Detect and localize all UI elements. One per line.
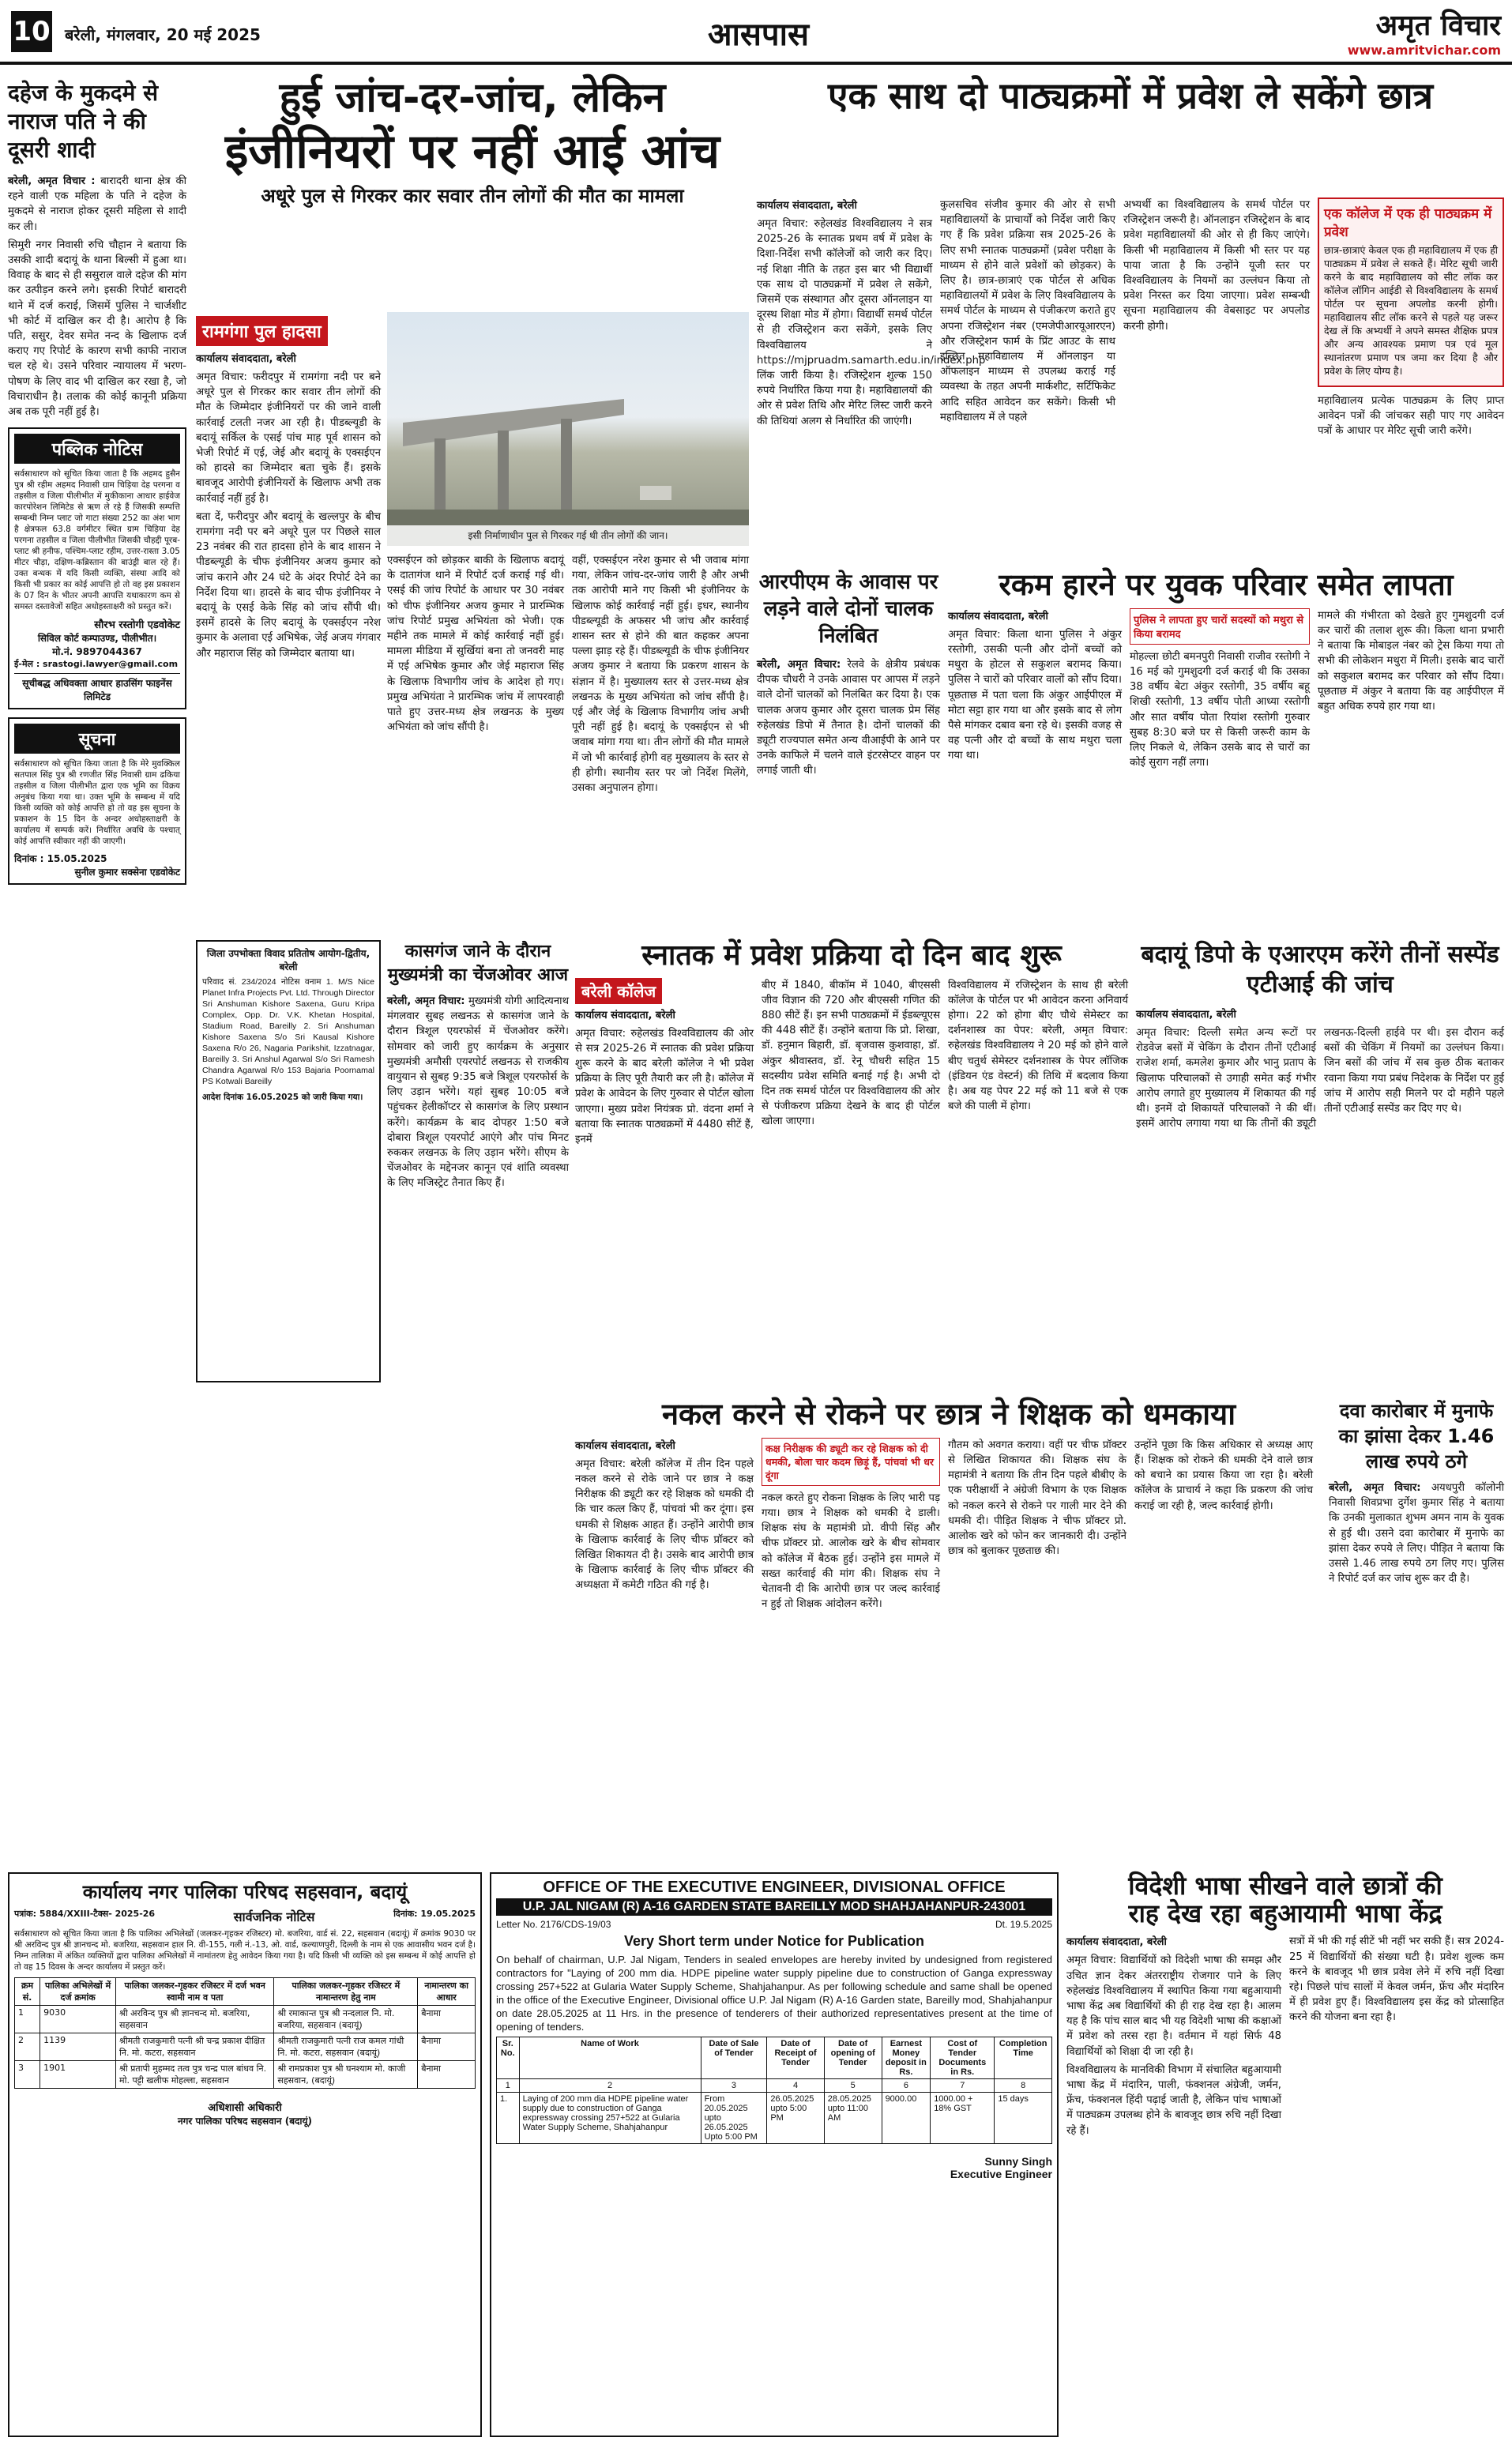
kasganj-body: मुख्यमंत्री योगी आदित्यनाथ मंगलवार सुबह लखनऊ से कासगंज जाने के दौरान त्रिशूल एयरफोर्स में चेंजओवर करेंगे। सोमवार को जारी हुए कार्यक्रम के अनुसार मुख्यमंत्री अमौसी एयरपोर्ट लखनऊ से राजकीय वायुयान से सुबह 9:35 बजे त्रिशूल एयरफोर्स के लिए उड़ान भरेंगे। यहां सुबह 10:05 बजे पहुंचकर हेलीकॉप्टर से कासगंज के लिए प्रस्थान करेंगे। कार्यक्रम के बाद दोपहर 1:50 बजे दोबारा त्रिशूल एयरपोर्ट आएंगे और पांच मिनट रुककर लखनऊ के लिए उड़ान भरेंगे। सीएम के चेंजओवर के मद्देनजर कानून एवं शांति व्यवस्था के लिए मजिस्ट्रेट तैनात किए हैं।: [387, 995, 569, 1190]
table-cell: 2: [15, 2033, 40, 2061]
jal-title-1: OFFICE OF THE EXECUTIVE ENGINEER, DIVISIONAL OFFICE: [543, 1879, 1006, 1896]
public-notice-box: [8, 427, 186, 709]
missing-p1: अमृत विचार: किला थाना पुलिस ने अंकुर रस्तोगी, उसकी पत्नी और दोनों बच्चों को मथुरा के होटल से सकुशल बरामद किया। पुलिस ने चारों को परिवार वालों को सौंप दिया। पूछताछ में पता चला कि अंकुर आईपीएल में मोटा सट्टा हार गया था और इसके बाद से लोग पैसे मांगकर दबाव बना रहे थे। इसकी वजह से वह पत्नी और दो बच्चों के साथ मथुरा चला गया था।: [948, 628, 1122, 762]
paper-name: अमृत विचार: [1375, 9, 1501, 42]
dowry-p2: सिमुरी नगर निवासी रुचि चौहान ने बताया कि उसकी शादी बदायूं के थाना बिल्सी में हुआ था। विवाह के बाद से ही ससुराल वाले दहेज की मांग कर उत्पीड़न करने लगे। इसकी रिपोर्ट बारादरी थाने में दर्ज कराई, जिसमें पुलिस ने चार्जशीट भी कोर्ट में दाखिल कर दी है। आरोप है कि पति, ससुर, देवर समेत नन्द के खिलाफ दर्ज कराए गए रिपोर्ट के कारण सभी काफी नाराज चल रहे थे। उसने परिवार न्यायालय में भरण-पोषण के लिए वाद भी दाखिल कर रखा है, जो विचाराधीन है। तलाक की कोई कानूनी प्रक्रिया अब तक पूरी नहीं हुई है।: [8, 239, 186, 419]
palika-th: क्रम सं.: [15, 1978, 40, 2006]
missing-story: [948, 569, 1504, 932]
graduate-p2: बीए में 1840, बीकॉम में 1040, बीएससी जीव विज्ञान की 720 और बीएससी गणित की 880 सीटें हैं। इन सभी पाठ्यक्रमों में ईडब्ल्यूएस की 448 सीटें हैं। उन्होंने बताया कि प्रो. शिखा, डॉ. हनुमान बिहारी, डॉ. बृजवास कुशवाहा, डॉ. अंकुर श्रीवास्तव, डॉ. रेनू चौधरी सहित 15 सदस्यीय प्रवेश समिति बनाई गई है। अभी दो दिन तक समर्थ पोर्टल पर विश्वविद्यालय की ओर से पंजीकरण प्रक्रिया देखने के बाद ही पोर्टल खोला जाएगा।: [762, 979, 940, 1128]
jal-th: Name of Work: [519, 2037, 701, 2079]
masthead: [0, 0, 1512, 65]
table-cell: 9000.00: [882, 2093, 931, 2144]
lead-right-text: [387, 553, 749, 928]
lead-headline-1: हुई जांच-दर-जांच, लेकिन: [279, 74, 666, 122]
photo-caption: इसी निर्माणाधीन पुल से गिरकर गई थी तीन लोगों की जान।: [387, 525, 749, 546]
dowry-headline: दहेज के मुकदमे से नाराज पति ने की दूसरी शादी: [8, 80, 159, 163]
suchna-signature: सुनील कुमार सक्सेना एडवोकेट: [74, 867, 180, 878]
jal-num: 5: [824, 2079, 882, 2093]
jal-num: 8: [995, 2079, 1052, 2093]
table-cell: 9030: [40, 2006, 116, 2033]
lead-p2: बता दें, फरीदपुर और बदायूं के खल्लपुर के बीच रामगंगा नदी पर बने अधूरे पुल पर पिछले साल 23 नवंबर की रात हादसा होने के बाद शासन ने पीडब्ल्यूडी के चीफ इंजीनियर अजय कुमार को जांच कराने और 24 घंटे के अंदर रिपोर्ट देने का निर्देश दिया था। हादसे के बाद चीफ इंजीनियर ने बदायूं के एसई केके सिंह को जांच सौंपी थी। इसमें हादसे के लिए बदायूं के एक्सईएन नरेश कुमार के अलावा एई अभिषेक, जेई अजय गंगवार और महाराज सिंह को जिम्मेदार बताया था।: [196, 510, 381, 660]
admission-side-title: एक कॉलेज में एक ही पाठ्यक्रम में प्रवेश: [1324, 206, 1492, 240]
admission-col-3: [1123, 197, 1310, 561]
sti-body: अमृत विचार: दिल्ली समेत अन्य रूटों पर रोडवेज बसों में चेकिंग के दौरान तीनों एटीआई राजेश शर्मा, कमलेश कुमार और भानु प्रताप के खिलाफ परिचालकों से उगाही समेत कई गंभीर आरोप लगाते हुए मुख्यालय में शिकायत की गई थी। इनमें दो शिकायतें परिचालकों ने की थीं। इसमें आरोप लगाया गया था कि तीनों की ड्यूटी लखनऊ-दिल्ली हाईवे पर थी। इस दौरान कई बसों की चेकिंग में नियमों का उल्लंघन किया। जिन बसों की जांच में सब कुछ ठीक बताकर रवाना किया गया प्रबंध निदेशक के निर्देश पर हुई जांच में आरोप सही मिलने पर दो महीने पहले तीनों एटीआई सस्पेंड कर दिए गए थे।: [1136, 1027, 1504, 1130]
section-title: आसपास: [707, 17, 810, 53]
table-cell: 1.: [497, 2093, 520, 2144]
jal-num: 3: [701, 2079, 767, 2093]
graduate-p1: अमृत विचार: रुहेलखंड विश्वविद्यालय की ओर से सत्र 2025-26 में स्नातक की प्रवेश प्रक्रिया शुरू करने के बाद बरेली कॉलेज ने भी प्रवेश प्रक्रिया के लिए पूरी तैयारी कर ली है। कॉलेज में प्रवेश के आवेदन के लिए गुरुवार से पोर्टल खोला जाएगा। मुख्य प्रवेश नियंत्रक प्रो. वंदना शर्मा ने बताया कि स्नातक पाठ्यक्रमों में 4480 सीटें हैं, इनमें: [575, 1027, 754, 1146]
table-cell: बैनामा: [418, 2006, 476, 2033]
missing-p3: मामले की गंभीरता को देखते हुए गुमशुदगी दर्ज कर चारों की तलाश शुरू की। किला थाना प्रभारी ने बताया कि मोबाइल नंबर को ट्रेस किया गया तो सभी की लोकेशन मथुरा में मिली। इसके बाद चारों को सकुशल बरामद कर परिवार को सौंप दिया। पूछताछ में अंकुर ने बताया कि वह आईपीएल में बहुत अधिक रुपये हार गया था।: [1318, 609, 1504, 713]
cheating-p2: नकल करते हुए रोकना शिक्षक के लिए भारी पड़ गया। छात्र ने शिक्षक को धमकी दे डाली। शिक्षक संघ के महामंत्री प्रो. वीपी सिंह और चीफ प्रॉक्टर प्रो. आलोक खरे के बीच सोमवार को कॉलेज में बैठक हुई। उन्होंने इस मामले में सख्त कार्रवाई की मांग की। शिक्षक संघ ने चेतावनी दी कि आरोपी छात्र पर जल्द कार्रवाई न हुई तो शिक्षक आंदोलन करेंगे।: [762, 1491, 940, 1611]
medicine-byline: बरेली, अमृत विचार:: [1329, 1482, 1421, 1494]
graduate-headline: स्नातक में प्रवेश प्रक्रिया दो दिन बाद शुरू: [641, 939, 1062, 972]
lead-subheadline: अधूरे पुल से गिरकर कार सवार तीन लोगों की मौत का मामला: [261, 185, 684, 208]
admission-side-body: छात्र-छात्राएं केवल एक ही महाविद्यालय में एक ही पाठ्यक्रम में प्रवेश ले सकते हैं। मेरिट सूची जारी करने के बाद महाविद्यालय को सीट लॉक कर कॉलेज लॉगिन आईडी से विश्वविद्यालय के समर्थ पोर्टल पर सूचना अपलोड करनी होगी। महाविद्यालय सीट लॉक करने से पहले यह जरूर देख लें कि अभ्यर्थी ने अपने समस्त शैक्षिक प्रपत्र और अन्य आवश्यक प्रमाण पत्र एवं मूल स्थानांतरण प्रमाण पत्र जमा कर दिया है और प्रवेश के लिए योग्य है।: [1324, 244, 1498, 377]
lead-photo: [387, 312, 749, 546]
dowry-p1: बारादरी थाना क्षेत्र की रहने वाली एक महिला के पति ने दहेज के मुकदमे से नाराज होकर दूसरी महिला से शादी कर ली।: [8, 175, 186, 233]
left-column: [8, 79, 186, 1406]
suchna-box: [8, 717, 186, 885]
palika-th: पालिका जलकर-गृहकर रजिस्टर में नामान्तरण हेतु नाम: [274, 1978, 418, 2006]
table-cell: Laying of 200 mm dia HDPE pipeline water supply due to construction of Ganga expressway crossing 257+522 at Gularia Water Supply Scheme, Shahjahanpur: [519, 2093, 701, 2144]
suchna-body: सर्वसाधारण को सूचित किया जाता है कि मेरे मुवक्किल सतपाल सिंह पुत्र श्री रणजीत सिंह निवासी ग्राम ढकिया तहसील व जिला पीलीभीत द्वारा एक भूमि का विक्रय अनुबंध किया गया था। उक्त भूमि के सम्बन्ध में यदि किसी व्यक्ति को कोई आपत्ति हो तो वह इस सूचना के प्रकाशन के 15 दिन के अन्दर अधोहस्ताक्षरी के कार्यालय में सम्पर्क करें। निर्धारित अवधि के पश्चात् कोई आपत्ति स्वीकार नहीं की जाएगी।: [14, 759, 180, 847]
palika-date: दिनांक: 19.05.2025: [393, 1909, 476, 1919]
admission-p1: अमृत विचार: रुहेलखंड विश्वविद्यालय ने सत्र 2025-26 के स्नातक प्रथम वर्ष में प्रवेश के दिशा-निर्देश सभी कॉलेजों को जारी कर दिए। नई शिक्षा नीति के तहत इस बार भी विद्यार्थी एक साथ दो पाठ्यक्रमों में प्रवेश ले सकेंगे, जिसमें एक संस्थागत और दूसरा ऑनलाइन या दूरस्थ शिक्षा मोड में होगा। विद्यार्थी समर्थ पोर्टल से ही रजिस्ट्रेशन करा सकेंगे, इसके लिए विश्वविद्यालय ने https://mjpruadm.samarth.edu.in/index.php लिंक जारी किया है। रजिस्ट्रेशन शुल्क 150 रुपये निर्धारित किया गया है। महाविद्यालयों की ओर से प्रवेश तिथि और मेरिट लिस्ट जारी करने की तिथियां अलग से निर्धारित की जाएंगी।: [757, 218, 986, 427]
jal-num: 6: [882, 2079, 931, 2093]
lead-p4: वहीं, एक्सईएन नरेश कुमार से भी जवाब मांगा गया, लेकिन जांच-दर-जांच जारी है और अभी तक आरोपी माने गए किसी भी इंजीनियर के खिलाफ कोई कार्रवाई नहीं हुई। इधर, स्थानीय पीडब्ल्यूडी के अफसर भी जांच और कार्रवाई शासन स्तर से होने की बात कहकर अपना पल्ला झाड़ रहे हैं। पीडब्ल्यूडी के चीफ इंजीनियर अजय कुमार ने बताया कि प्रकरण शासन के संज्ञान में है। मुख्यालय स्तर से उत्तर-मध्य क्षेत्र लखनऊ के मुख्य अभियंता को जांच सौंपी है। एई और जेई के खिलाफ विभागीय जांच अभी पूरी नहीं हुई है। बदायूं के एक्सईएन से भी जवाब मांगा गया था। तीन लोगों की मौत मामले में जो भी कार्रवाई होगी वह मुख्यालय के स्तर से ही होगी। स्थानीय स्तर पर जो निर्देश मिलेंगे, उसका अनुपालन होगा।: [572, 555, 749, 795]
palika-subtitle: सार्वजनिक नोटिस: [233, 1909, 315, 1924]
medicine-body: अयधपुरी कॉलोनी निवासी शिवप्रभा दुर्गेश कुमार सिंह ने बताया कि उनकी मुलाकात शुभम अमन नाम के युवक से हुई थी। उसने दवा कारोबार में मुनाफे का झांसा देकर रुपये ले लिए। पीड़ित ने बताया कि उससे 1.46 लाख रुपये ठग लिए गए। पुलिस ने रिपोर्ट दर्ज कर जांच शुरू कर दी है।: [1329, 1482, 1505, 1585]
cheating-story: [575, 1398, 1322, 1864]
table-cell: श्री प्रतापी मुहम्मद तत्व पुत्र चन्द्र पाल बांधव नि. मो. पट्टी खलीफ मोहल्ला, सहसवान: [116, 2061, 274, 2089]
palika-notice: [8, 1872, 482, 2437]
rpf-headline: आरपीएम के आवास पर लड़ने वाले दोनों चालक निलंबित: [758, 570, 938, 648]
consumer-notice: [196, 940, 381, 1382]
consumer-notice-body: परिवाद सं. 234/2024 नोटिस वनाम 1. M/S Nice Planet Infra Projects Pvt. Ltd. Through Director Sri Anshuman Kishore Saxena, Guru Kripa Complex, Opp. Dr. V.K. Khetan Hospital, Stadium Road, Bareilly 2. Sri Anshuman Kishore Saxena S/o Sri Kausal Kishore Saxena R/o 26, Nagaria Parikshit, Izzatnagar, Bareilly 3. Sri Anshul Agarwal S/o Sri Ramesh Chandra Agarwal R/o 153 Bajaria Poornamal PS Kotwali Bareilly: [202, 977, 374, 1086]
sti-headline: बदायूं डिपो के एआरएम करेंगे तीनों सस्पेंड एटीआई की जांच: [1141, 941, 1499, 999]
table-cell: 1000.00 + 18% GST: [931, 2093, 995, 2144]
palika-th: पालिका जलकर-गृहकर रजिस्टर में दर्ज भवन स्वामी नाम व पता: [116, 1978, 274, 2006]
jal-nigam-tender: [490, 1872, 1059, 2437]
admission-side-after: महाविद्यालय प्रत्येक पाठ्यक्रम के लिए प्राप्त आवेदन पत्रों की जांचकर सही पाए गए आवेदन पत्रों के आधार पर मेरिट सूची जारी करेंगे।: [1318, 395, 1504, 438]
jal-th: Cost of Tender Documents in Rs.: [931, 2037, 995, 2079]
palika-ref: पत्रांक: 5884/XXIII-टैक्स- 2025-26: [14, 1909, 156, 1919]
jal-num: 2: [519, 2079, 701, 2093]
rpf-story: [757, 569, 940, 932]
table-cell: श्री रामप्रकाश पुत्र श्री घनश्याम मो. काजी सहसवान, (बदायूं): [274, 2061, 418, 2089]
kasganj-headline: कासगंज जाने के दौरान मुख्यमंत्री का चेंजओवर आज: [387, 942, 569, 985]
notice-email: ई-मेल : srastogi.lawyer@gmail.com: [14, 659, 179, 670]
consumer-notice-date: आदेश दिनांक 16.05.2025 को जारी किया गया।: [202, 1093, 363, 1102]
jal-th: Completion Time: [995, 2037, 1052, 2079]
missing-headline: रकम हारने पर युवक परिवार समेत लापता: [999, 567, 1454, 602]
table-cell: 3: [15, 2061, 40, 2089]
table-row: [15, 2006, 476, 2033]
jal-signature: Sunny Singh: [984, 2155, 1052, 2168]
table-cell: 26.05.2025 upto 5:00 PM: [767, 2093, 824, 2144]
lead-left-text: [196, 316, 381, 932]
table-cell: 15 days: [995, 2093, 1052, 2144]
admission-byline: कार्यालय संवाददाता, बरेली: [757, 200, 857, 212]
language-headline-1: विदेशी भाषा सीखने वाले छात्रों की: [1128, 1871, 1442, 1901]
consumer-notice-title: जिला उपभोक्ता विवाद प्रतितोष आयोग-द्वितीय, बरेली: [206, 948, 370, 972]
lead-tag: रामगंगा पुल हादसा: [196, 316, 328, 346]
table-cell: 1: [15, 2006, 40, 2033]
jal-heading: Very Short term under Notice for Publication: [623, 1933, 925, 1949]
medicine-story: [1329, 1398, 1504, 1864]
language-p1: अमृत विचार: विद्यार्थियों को विदेशी भाषा की समझ और उचित ज्ञान देकर अंतरराष्ट्रीय रोजगार पाने के लिए रुहेलखंड विश्वविद्यालय में स्थापित किया गया बहुआयामी भाषा केंद्र अब विद्यार्थियों की ही राह देख रहा है। आलम यह है कि पांच साल बाद भी यह विदेशी भाषा की कक्षाओं में प्रवेश को तरस रहा है। वर्तमान में यहां सिर्फ 48 विद्यार्थियों को शिक्षा दी जा रही है।: [1066, 1954, 1281, 2058]
suchna-title: सूचना: [14, 724, 180, 754]
jal-th: Date of Sale of Tender: [701, 2037, 767, 2079]
cheating-byline: कार्यालय संवाददाता, बरेली: [575, 1439, 675, 1452]
language-byline: कार्यालय संवाददाता, बरेली: [1066, 1936, 1167, 1949]
palika-body: सर्वसाधारण को सूचित किया जाता है कि पालिका अभिलेखों (जलकर-गृहकर रजिस्टर) मो. बजरिया, वार्ड सं. 22, सहसवान (बदायूं) में क्रमांक 9030 पर श्री अरविन्द पुत्र श्री ज्ञानचन्द मो. बजरिया, सहसवान हाल नि. वी-155, गली नं.-13, ओ. वार्ड, कल्याणपुरी, दिल्ली के नाम से एक आवासीय भवन दर्ज है। निम्न तालिका में अंकित व्यक्तियों द्वारा पालिका अभिलेखों में नामांतरण हेतु आवेदन किया गया है। यदि किसी भी व्यक्ति को इस सम्बन्ध में कोई आपत्ति हो तो वह 15 दिवस के अन्दर कार्यालय में प्रस्तुत करें।: [14, 1929, 476, 1972]
table-cell: श्रीमती राजकुमारी पत्नी राज कमल गांधी नि. मो. कटरा, सहसवान (बदायूं): [274, 2033, 418, 2061]
palika-title: कार्यालय नगर पालिका परिषद सहसवान, बदायूं: [82, 1881, 408, 1903]
suchna-date: दिनांक : 15.05.2025: [14, 853, 107, 865]
jal-th: Date of Receipt of Tender: [767, 2037, 824, 2079]
table-cell: 1139: [40, 2033, 116, 2061]
jal-date: Dt. 19.5.2025: [995, 1919, 1052, 1930]
sti-story: [1136, 940, 1504, 1390]
jal-num: 7: [931, 2079, 995, 2093]
graduate-byline: कार्यालय संवाददाता, बरेली: [575, 1009, 675, 1021]
page-number: 10: [11, 11, 52, 52]
table-row: [15, 2033, 476, 2061]
jal-signature-2: Executive Engineer: [950, 2168, 1052, 2180]
notice-mobile: मो.नं. 9897044367: [52, 646, 142, 658]
palika-signature-2: नगर पालिका परिषद सहसवान (बदायूं): [178, 2116, 312, 2127]
language-p2: विश्वविद्यालय के मानविकी विभाग में संचालित बहुआयामी भाषा केंद्र में मंदारिन, पाली, फंक्शनल अंग्रेजी, जर्मन, फ्रेंच, फंक्शनल हिंदी पढ़ाई जाती है, लेकिन पांच भाषाओं में पाठ्यक्रम उपलब्ध होने के बावजूद छात्र रुचि नहीं दिखा रहे हैं।: [1066, 2063, 1281, 2137]
jal-th: Sr. No.: [497, 2037, 520, 2079]
missing-byline: कार्यालय संवाददाता, बरेली: [948, 610, 1048, 623]
rpf-body: रेलवे के क्षेत्रीय प्रबंधक दीपक चौधरी ने उनके आवास पर आपस में लड़ने वाले दोनों चालकों को निलंबित कर दिया है। एक चालक अजय कुमार और दूसरा चालक प्रेम सिंह रुहेलखंड डिपो में तैनात है। दोनों चालकों की ड्यूटी राज्यपाल समेत अन्य वीआईपी के आने पर उनके काफिले में चलने वाले इंटरसेप्टर वाहन पर लगाई जाती थी।: [757, 659, 940, 777]
admission-side: [1318, 197, 1504, 561]
jal-title-2: U.P. JAL NIGAM (R) A-16 GARDEN STATE BAREILLY MOD SHAHJAHANPUR-243001: [496, 1898, 1052, 1916]
date-line: बरेली, मंगलवार, 20 मई 2025: [65, 25, 261, 44]
table-cell: श्री रमाकान्त पुत्र श्री नन्दलाल नि. मो. बजरिया, सहसवान (बदायूं): [274, 2006, 418, 2033]
jal-num: 4: [767, 2079, 824, 2093]
graduate-tag: बरेली कॉलेज: [575, 978, 662, 1004]
table-cell: बैनामा: [418, 2061, 476, 2089]
table-cell: 1901: [40, 2061, 116, 2089]
medicine-headline: दवा कारोबार में मुनाफे का झांसा देकर 1.46 लाख रुपये ठगे: [1338, 1400, 1495, 1473]
missing-p2: मोहल्ला छोटी बमनपुरी निवासी राजीव रस्तोगी ने 16 मई को गुमशुदगी दर्ज कराई थी कि उसका 38 वर्षीय बेटा अंकुर रस्तोगी, 35 वर्षीय बहू शिखी रस्तोगी, 13 वर्षीय पोती आध्या रस्तोगी और सात वर्षीय पोता रियांश रस्तोगी गुरुवार सुबह 8:30 बजे घर से किसी जरूरी काम के लिए निकले थे, लेकिन उसके बाद से चारों का कोई सुराग नहीं लगा।: [1130, 650, 1310, 769]
table-cell: श्रीमती राजकुमारी पत्नी श्री चन्द्र प्रकाश दीक्षित नि. मो. कटरा, सहसवान: [116, 2033, 274, 2061]
palika-signature: अधिशासी अधिकारी: [208, 2102, 282, 2114]
missing-box: पुलिस ने लापता हुए चारों सदस्यों को मथुरा से किया बरामद: [1130, 608, 1310, 645]
jal-th: Date of opening of Tender: [824, 2037, 882, 2079]
table-cell: बैनामा: [418, 2033, 476, 2061]
notice-address: सिविल कोर्ट कम्पाउण्ड, पीलीभीत।: [37, 633, 157, 645]
admission-col-2: [940, 197, 1115, 561]
kasganj-story: [387, 940, 569, 1390]
cheating-p4: उन्होंने पूछा कि किस अधिकार से अध्यक्ष आए हैं। शिक्षक को रोकने की धमकी देने वाले छात्र को बचाने का प्रयास किया जा रहा है। बरेली कॉलेज के प्राचार्य ने कहा कि प्रकरण की जांच कराई जा रही है, जल्द कार्रवाई होगी।: [1134, 1439, 1313, 1512]
website: www.amritvichar.com: [1347, 43, 1501, 58]
admission-p2: कुलसचिव संजीव कुमार की ओर से सभी महाविद्यालयों के प्राचार्यों को निर्देश जारी किए गए हैं कि प्रवेश प्रक्रिया सत्र 2025-26 के लिए सभी स्नातक पाठ्यक्रमों (प्रवेश परीक्षा के माध्यम से होने वाले प्रवेशों को छोड़कर) के लिए है। छात्र-छात्राएं एक पोर्टल से अधिक महाविद्यालयों में प्रवेश के लिए विश्वविद्यालय के समर्थ पोर्टल के माध्यम से पंजीकरण कराते हुए अपना रजिस्ट्रेशन नंबर (एमजेपीआरयूआरएन) और रजिस्ट्रेशन फार्म के प्रिंट आउट के साथ इच्छित महाविद्यालय में ऑनलाइन या ऑफलाइन माध्यम से उपलब्ध कराई गई व्यवस्था के तहत अपनी मार्कशीट, सर्टिफिकेट आदि सहित आवेदन कर सकेंगे। किसी भी महाविद्यालय में ले पहले: [940, 199, 1115, 423]
table-cell: 28.05.2025 upto 11:00 AM: [824, 2093, 882, 2144]
public-notice-body: सर्वसाधारण को सूचित किया जाता है कि अहमद हुसैन पुत्र श्री रहीम अहमद निवासी ग्राम चिड़िया देह परगना व तहसील व जिला पीलीभीत में मुकीकाना आधार हाईवेज कारपोरेशन लिमिटेड से ऋण ले रहे हैं जिसकी सम्पत्ति सम्बन्धी निम्न प्लाट जो गाटा संख्या 252 का अंश भाग है क्षेत्रफल 63.8 वर्गमीटर स्थित ग्राम चिड़िया देह परगना तहसील व जिला पीलीभीत जिसकी चौहद्दी पूरब-प्लाट श्री हनीफ, पश्चिम-प्लाट रहीम, उत्तर-रास्ता 3.05 मीटर चौड़ा, दक्षिण-कब्रिस्तान की बाउंड्री बाल रहे हैं। उक्त बन्धक में यदि किसी व्यक्ति, संस्था आदि को किसी भी प्रकार का कोई आपत्ति हो तो वह इस प्रकाशन के 07 दिन के भीतर अपनी आपत्ति यथाकारण कम से समस्त दस्तावेजों सहित अधोहस्ताक्षरी को प्रस्तुत करें।: [14, 469, 180, 612]
admission-headline: एक साथ दो पाठ्यक्रमों में प्रवेश ले सकेंगे छात्र: [828, 74, 1433, 117]
palika-th: पालिका अभिलेखों में दर्ज क्रमांक: [40, 1978, 116, 2006]
jal-body: On behalf of chairman, U.P. Jal Nigam, Tenders in sealed envelopes are hereby invited by undesigned from registered contractors for "Laying of 200 mm dia. HDPE pipeline water supply pipeline due to construction of Ganga expressway crossing 257+522 at Gularia Water Supply Scheme, Shahjahanpur. As per following schedule and same shall be opened in the office of the Executive Engineer, Divisional office U.P. Jal Nigam (R) A-16 Garden state, Bareilly mod, Shahjahanpur on date 28.05.2025 at 11 Hrs. in the presence of tenderers of their authorized representatives present at the time of opening of tenders.: [496, 1954, 1052, 2033]
jal-num: 1: [497, 2079, 520, 2093]
lead-byline: कार्यालय संवाददाता, बरेली: [196, 353, 296, 365]
notice-signature: सौरभ रस्तोगी एडवोकेट: [94, 619, 180, 632]
language-headline-2: राह देख रहा बहुआयामी भाषा केंद्र: [1128, 1898, 1442, 1929]
jal-table: [496, 2037, 1052, 2144]
lead-p1: अमृत विचार: फरीदपुर में रामगंगा नदी पर बने अधूरे पुल से गिरकर कार सवार तीन लोगों की मौत के जिम्मेदार इंजीनियरों पर की जाने वाली कार्रवाई टलती नजर आ रही है। पीडब्ल्यूडी के बदायूं सर्किल के एसई पांच माह पूर्व शासन को भेजी रिपोर्ट में एई, जेई और बदायूं के एक्सईएन को हादसे का जिम्मेदार बता चुके हैं। इसके बावजूद आरोपी इंजीनियरों के खिलाफ अभी तक कार्रवाई नहीं हुई है।: [196, 371, 381, 505]
lead-headline-2: इंजीनियरों पर नहीं आई आंच: [224, 124, 720, 180]
admission-col-1: [757, 197, 986, 561]
language-story: [1066, 1872, 1504, 2437]
cheating-headline: नकल करने से रोकने पर छात्र ने शिक्षक को धमकाया: [661, 1397, 1236, 1431]
cheating-box: कक्ष निरीक्षक की ड्यूटी कर रहे शिक्षक को दी धमकी, बोला चार कदम छिड़ूं हैं, पांचवां भी धर दूंगा: [762, 1438, 940, 1486]
dowry-byline: बरेली, अमृत विचार :: [8, 175, 96, 187]
lead-p3: एक्सईएन को छोड़कर बाकी के खिलाफ बदायूं के दातागंज थाने में रिपोर्ट दर्ज कराई गई थी। एसई की जांच रिपोर्ट के आधार पर 30 नवंबर को चीफ इंजीनियर अजय कुमार ने प्रारम्भिक जांच रिपोर्ट प्रमुख अभियंता को भेजी। एक महीने तक मामले में कोई कार्रवाई नहीं हुई। मामला मीडिया में सुर्खियां बना तो जनवरी माह में एई अभिषेक कुमार और जेई महाराज सिंह के खिलाफ विभागीय जांच के आदेश हो गए। प्रमुख अभियंता ने प्रारम्भिक जांच में लापरवाही पाते हुए उत्तर-मध्य क्षेत्र लखनऊ के मुख्य अभियंता को जांच सौंपी है।: [387, 555, 564, 734]
cheating-p3: गौतम को अवगत कराया। वहीं पर चीफ प्रॉक्टर से लिखित शिकायत की। शिक्षक संघ के महामंत्री ने बताया कि तीन दिन पहले बीबीए के एक परीक्षार्थी ने अंग्रेजी विभाग के एक शिक्षक को नकल करने से रोकने पर गाली मार देने की धमकी दी। पीड़ित शिक्षक ने चीफ प्रॉक्टर प्रो. आलोक खरे को फोन कर जानकारी दी। उन्होंने छात्र को बुलाकर पूछताछ की।: [948, 1439, 1126, 1558]
graduate-p3: विश्वविद्यालय में रजिस्ट्रेशन के साथ ही बरेली कॉलेज के पोर्टल पर भी आवेदन करना अनिवार्य होगा। 22 को होगा बीए चौथे सेमेस्टर का दर्शनशास्त्र का पेपर: बरेली, अमृत विचार: रुहेलखंड विश्वविद्यालय ने 20 मई को होने वाले बीए चतुर्थ सेमेस्टर दर्शनशास्त्र के पेपर लॉजिक (इंडियन एंड वेस्टर्न) की तिथि में बदलाव किया है। अब यह पेपर 22 मई को 11 बजे से एक बजे की पाली में होगा।: [948, 979, 1128, 1113]
kasganj-byline: बरेली, अमृत विचार:: [387, 995, 465, 1007]
table-cell: From 20.05.2025 upto 26.05.2025 Upto 5:00 PM: [701, 2093, 767, 2144]
jal-letter: Letter No. 2176/CDS-19/03: [496, 1919, 611, 1930]
notice-bank: सूचीबद्ध अधिवक्ता आधार हाउसिंग फाइनेंस लिमिटेड: [14, 673, 180, 703]
graduate-story: [575, 940, 1128, 1390]
table-row: [497, 2093, 1052, 2144]
cheating-p1: अमृत विचार: बरेली कॉलेज में तीन दिन पहले नकल करने से रोके जाने पर छात्र ने कक्ष निरीक्षक की ड्यूटी कर रहे शिक्षक को धमकी दी कि चार कत्ल किए हैं, पांचवां भी कर दूंगा। इस धमकी से शिक्षक आहत हैं। उन्होंने आरोपी छात्र के खिलाफ कार्रवाई के लिए चीफ प्रॉक्टर को लिखित शिकायत दी है। उसके बाद आरोपी छात्र के खिलाफ कार्रवाई के लिए चीफ प्रॉक्टर की अध्यक्षता में कमेटी गठित की गई है।: [575, 1458, 754, 1592]
table-row: [15, 2061, 476, 2089]
rpf-byline: बरेली, अमृत विचार:: [757, 659, 841, 671]
palika-th: नामान्तरण का आधार: [418, 1978, 476, 2006]
sti-byline: कार्यालय संवाददाता, बरेली: [1136, 1009, 1236, 1021]
jal-th: Earnest Money deposit in Rs.: [882, 2037, 931, 2079]
bridge-photo-illustration: [387, 312, 749, 546]
palika-table: [14, 1977, 476, 2089]
admission-side-box: [1318, 197, 1504, 387]
table-cell: श्री अरविन्द पुत्र श्री ज्ञानचन्द मो. बजरिया, सहसवान: [116, 2006, 274, 2033]
language-p3: सत्रों में भी की गई सीटें भी नहीं भर सकी हैं। सत्र 2024-25 में विद्यार्थियों की संख्या घटी है। प्रवेश शुल्क कम करने के बावजूद भी छात्र प्रवेश लेने में रुचि नहीं दिखा रहे। पिछले पांच सालों में केवल जर्मन, फ्रेंच और मंदारिन में ही प्रवेश हुए हैं। विश्वविद्यालय इस केंद्र को प्रोत्साहित करने की योजना बना रहा है।: [1289, 1935, 1504, 2024]
admission-p3: अभ्यर्थी का विश्वविद्यालय के समर्थ पोर्टल पर रजिस्ट्रेशन जरूरी है। ऑनलाइन रजिस्ट्रेशन के बाद प्रवेश महाविद्यालयों की ओर से ही किए जाएंगे। किसी भी महाविद्यालय में किसी भी स्तर पर यह पाया जाता है कि उन्होंने यूजी स्तर पर विश्वविद्यालय के नियमों का उल्लंघन किया तो प्रवेश निरस्त कर दिया जाएगा। प्रवेश सम्बन्धी सूचना महाविद्यालय की वेबसाइट पर अपलोड करनी होगी।: [1123, 199, 1310, 333]
public-notice-title: पब्लिक नोटिस: [14, 434, 180, 464]
